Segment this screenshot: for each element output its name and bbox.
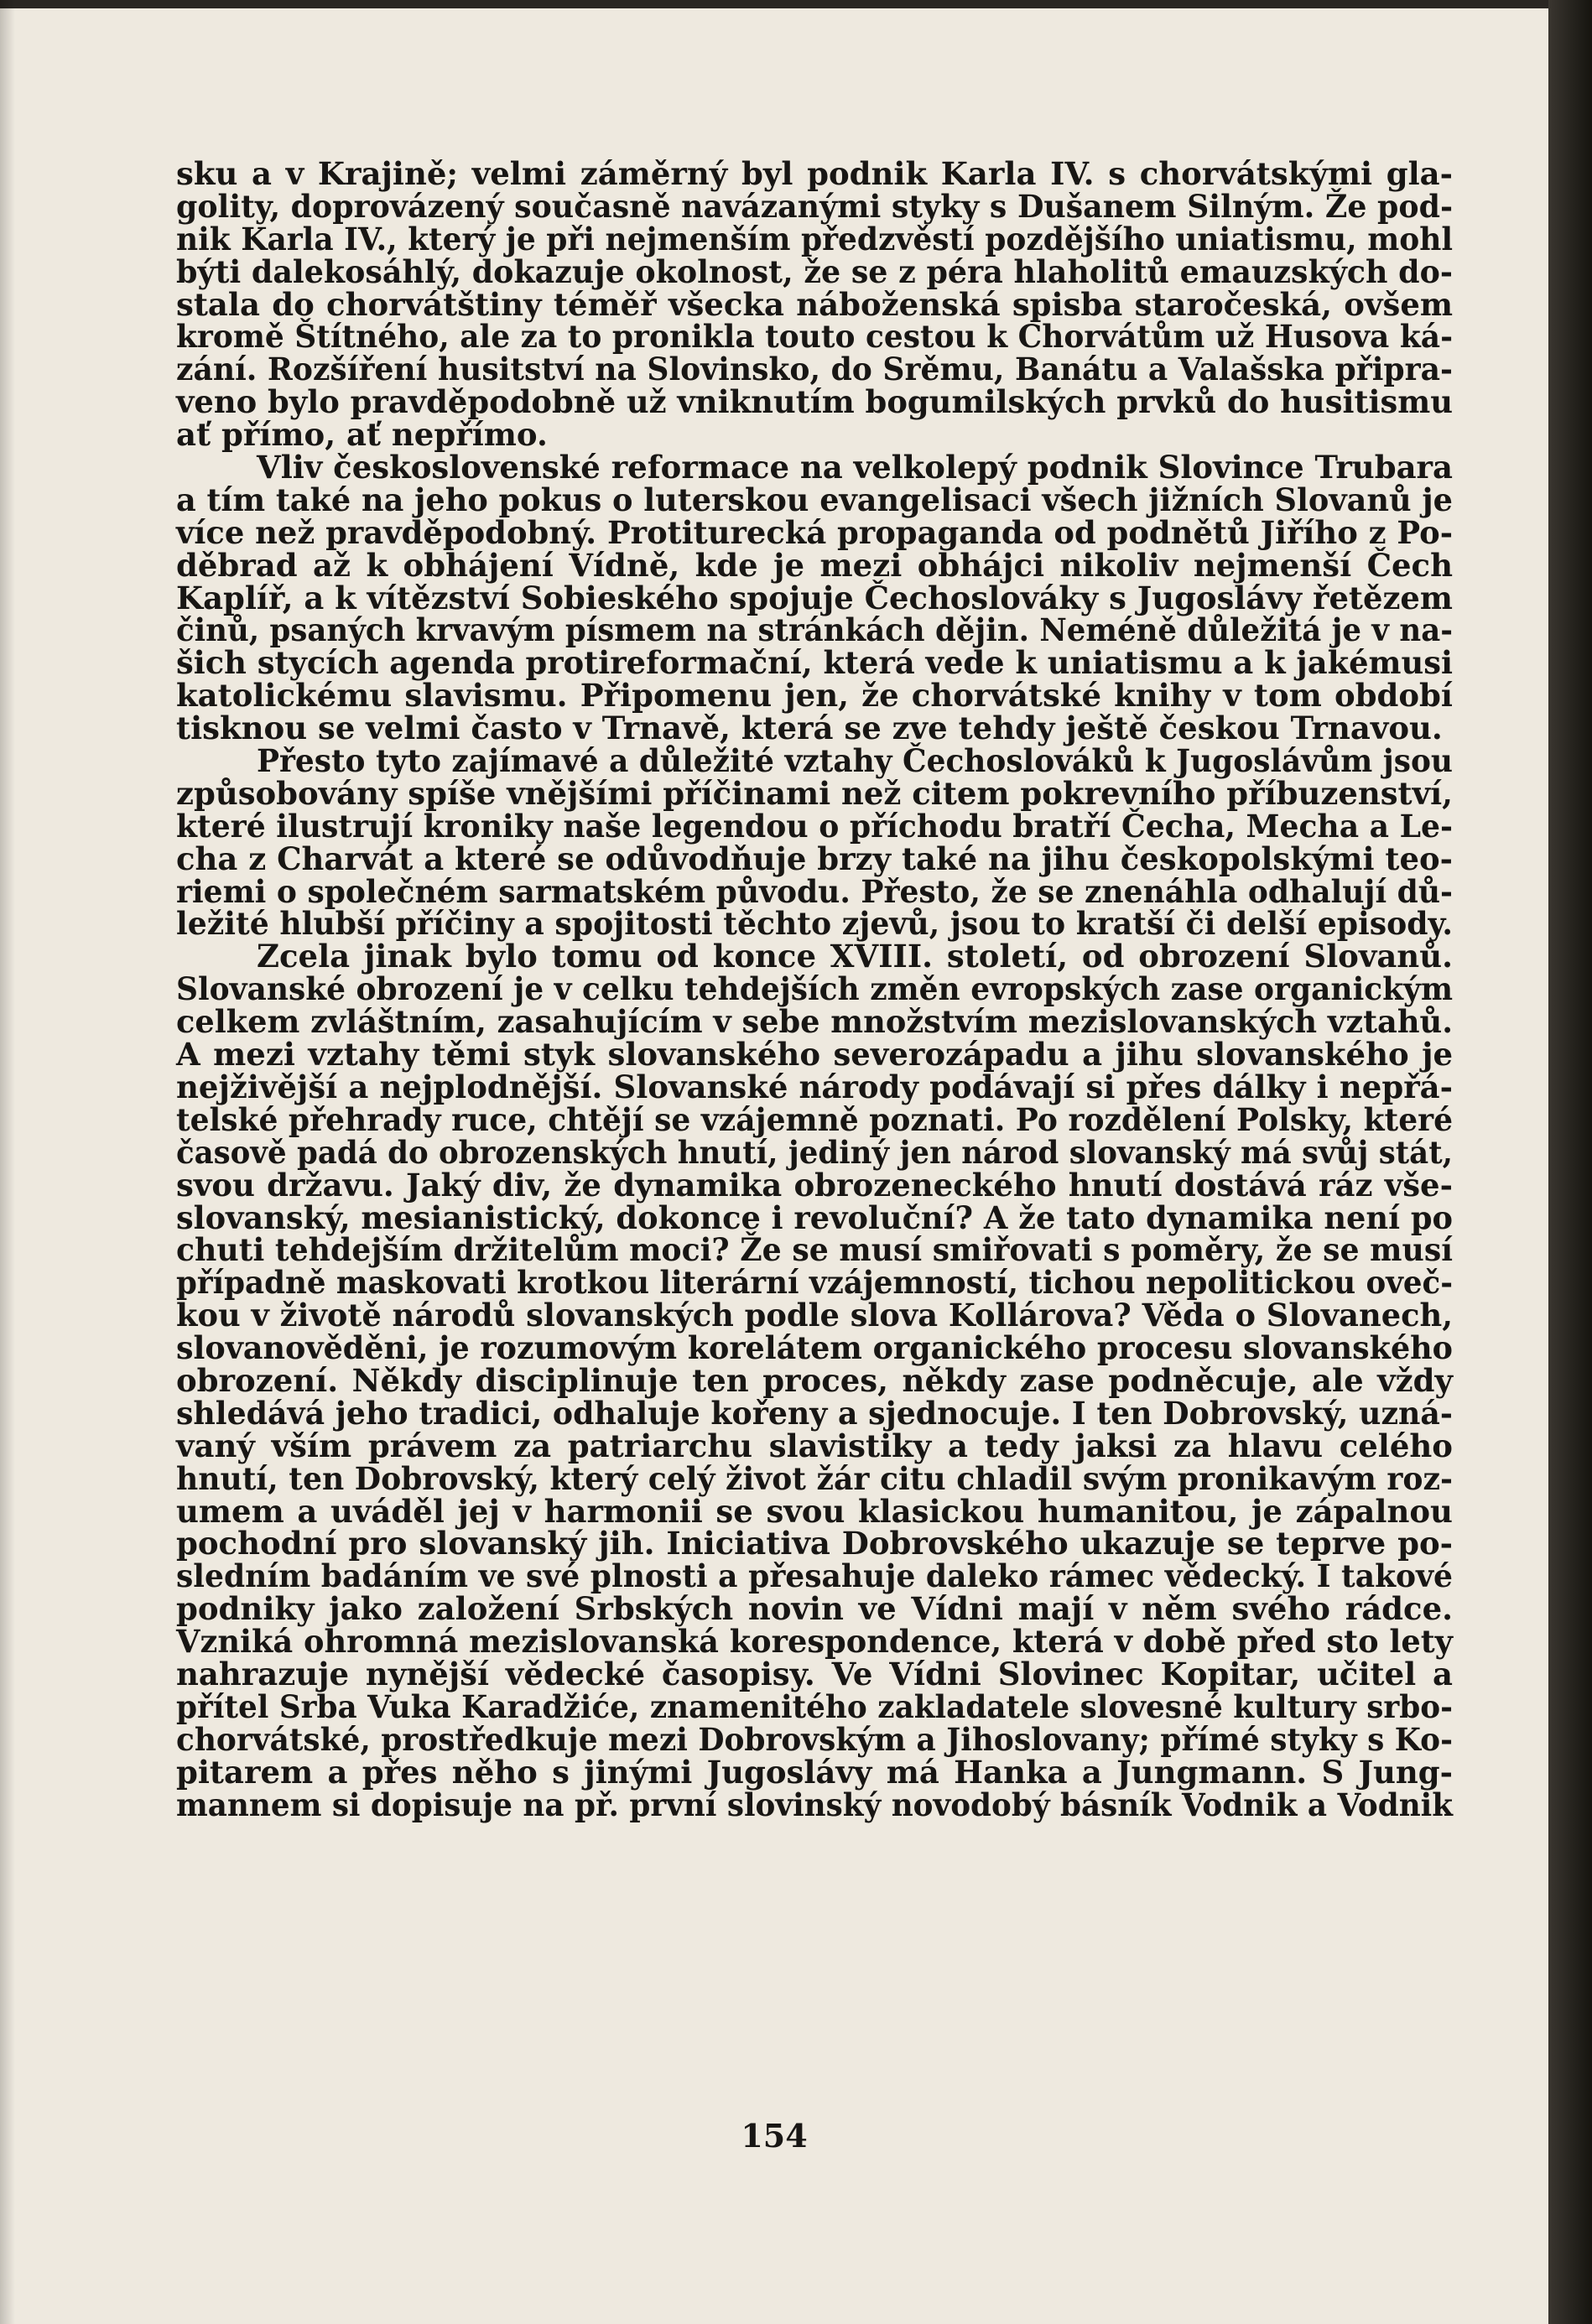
paragraph-first-line: Vliv československé reformace na velkolepý podnik Slovince Trubara xyxy=(257,449,1453,486)
text-line: nahrazuje nynější vědecké časopisy. Ve Vídni Slovinec Kopitar, učitel a xyxy=(176,1655,1454,1692)
text-line: zání. Rozšíření husitství na Slovinsko, do Srěmu, Banátu a Valašska připra- xyxy=(176,351,1453,388)
text-line: Kaplíř, a k vítězství Sobieského spojuje Čechoslováky s Jugoslávy řetězem xyxy=(176,579,1453,616)
text-line: případně maskovati krotkou literární vzájemností, tichou nepolitickou oveč- xyxy=(176,1264,1453,1302)
text-line: chorvátské, prostředkuje mezi Dobrovským a Jihoslovany; přímé styky s Ko- xyxy=(176,1720,1453,1758)
text-line: shledává jeho tradici, odhaluje kořeny a sjednocuje. I ten Dobrovský, uzná- xyxy=(176,1394,1453,1432)
text-line: kou v životě národů slovanských podle slova Kollárova? Věda o Slovanech, xyxy=(176,1297,1453,1334)
text-line: děbrad až k obhájení Vídně, kde je mezi obhájci nikoliv nejmenší Čech xyxy=(176,546,1453,584)
text-line: způsobovány spíše vnějšími příčinami než citem pokrevního příbuzenství, xyxy=(176,774,1453,812)
paragraph-first-line: Zcela jinak bylo tomu od konce XVIII. století, od obrození Slovanů. xyxy=(257,938,1453,975)
text-line: cha z Charvát a které se odůvodňuje brzy také na jihu českopolskými teo- xyxy=(176,840,1453,877)
text-line: kromě Štítného, ale za to pronikla touto cestou k Chorvátům už Husova ká- xyxy=(176,318,1453,356)
page-gutter-shadow xyxy=(0,0,15,2324)
text-line: činů, psaných krvavým písmem na stránkách dějin. Neméně důležitá je v na- xyxy=(176,611,1453,649)
text-line: katolickému slavismu. Připomenu jen, že chorvátské knihy v tom období xyxy=(176,677,1453,715)
text-line: veno bylo pravděpodobně už vniknutím bogumilských prvků do husitismu xyxy=(176,383,1453,421)
text-line: tisknou se velmi často v Trnavě, která se zve tehdy ještě českou Trnavou. xyxy=(176,710,1443,747)
text-line: pochodní pro slovanský jih. Iniciativa Dobrovského ukazuje se teprve po- xyxy=(176,1525,1454,1562)
next-page-edge xyxy=(1548,0,1592,2324)
text-line: sku a v Krajině; velmi záměrný byl podnik Karla IV. s chorvátskými gla- xyxy=(176,155,1454,192)
text-line: slovanský, mesianistický, dokonce i revoluční? A že tato dynamika není po xyxy=(176,1198,1453,1236)
text-line: přítel Srba Vuka Karadžiće, znamenitého zakladatele slovesné kultury srbo- xyxy=(176,1687,1453,1725)
text-line: více než pravděpodobný. Protiturecká propaganda od podnětů Jiřího z Po- xyxy=(176,513,1453,551)
text-line: nik Karla IV., který je při nejmenším předzvěstí pozdějšího uniatismu, mohl xyxy=(176,220,1453,257)
text-line: pitarem a přes něho s jinými Jugoslávy má Hanka a Jungmann. S Jung- xyxy=(176,1753,1454,1791)
text-line: ležité hlubší příčiny a spojitosti těchto zjevů, jsou to kratší či delší episody. xyxy=(176,905,1453,943)
text-line: chuti tehdejším držitelům moci? Že se musí smiřovati s poměry, že se musí xyxy=(176,1231,1453,1269)
text-line: nejživější a nejplodnější. Slovanské národy podávají si přes dálky i nepřá- xyxy=(176,1068,1454,1105)
text-line: umem a uváděl jej v harmonii se svou klasickou humanitou, je zápalnou xyxy=(176,1492,1453,1530)
text-line: sledním badáním ve své plnosti a přesahuje daleko rámec vědecký. I takové xyxy=(176,1557,1453,1595)
text-line: celkem zvláštním, zasahujícím v sebe množstvím mezislovanských vztahů. xyxy=(176,1003,1453,1041)
text-line: vaný vším právem za patriarchu slavistiky a tedy jaksi za hlavu celého xyxy=(176,1427,1453,1464)
text-line: a tím také na jeho pokus o luterskou evangelisaci všech jižních Slovanů je xyxy=(176,481,1453,518)
text-line: ať přímo, ať nepřímo. xyxy=(176,416,548,454)
text-line: stala do chorvátštiny téměř všecka náboženská spisba staročeská, ovšem xyxy=(176,285,1454,323)
text-line: býti dalekosáhlý, dokazuje okolnost, že se z péra hlaholitů emauzských do- xyxy=(176,252,1453,290)
text-line: Vzniká ohromná mezislovanská korespondence, která v době před sto lety xyxy=(176,1623,1453,1661)
text-line: šich stycích agenda protireformační, která vede k uniatismu a k jakémusi xyxy=(176,644,1453,682)
text-line: riemi o společném sarmatském původu. Přesto, že se znenáhla odhalují dů- xyxy=(176,872,1453,910)
body-text xyxy=(176,155,1454,1823)
text-line: svou državu. Jaký div, že dynamika obrozeneckého hnutí dostává ráz vše- xyxy=(176,1166,1453,1204)
text-line: hnutí, ten Dobrovský, který celý život žár citu chladil svým pronikavým roz- xyxy=(176,1459,1453,1497)
text-line: podniky jako založení Srbských novin ve Vídni mají v něm svého rádce. xyxy=(176,1590,1454,1628)
text-line: golity, doprovázený současně navázanými styky s Dušanem Silným. Že pod- xyxy=(176,187,1453,225)
text-line: obrození. Někdy disciplinuje ten proces, někdy zase podněcuje, ale vždy xyxy=(176,1361,1454,1399)
text-line: časově padá do obrozenských hnutí, jediný jen národ slovanský má svůj stát, xyxy=(176,1133,1453,1171)
text-line: mannem si dopisuje na př. první slovinský novodobý básník Vodnik a Vodnik xyxy=(176,1786,1453,1823)
text-line: Slovanské obrození je v celku tehdejších změn evropských zase organickým xyxy=(176,970,1453,1008)
page-top-edge xyxy=(0,0,1548,8)
paragraph-first-line: Přesto tyto zajímavé a důležité vztahy Čechoslováků k Jugoslávům jsou xyxy=(257,742,1453,780)
text-line: slovanověděni, je rozumovým korelátem organického procesu slovanského xyxy=(176,1329,1453,1367)
text-line: telské přehrady ruce, chtějí se vzájemně poznati. Po rozdělení Polsky, které xyxy=(176,1100,1453,1138)
text-line: které ilustrují kroniky naše legendou o příchodu bratří Čecha, Mecha a Le- xyxy=(176,807,1453,845)
page-number: 154 xyxy=(741,2117,808,2155)
text-line: A mezi vztahy těmi styk slovanského severozápadu a jihu slovanského je xyxy=(176,1036,1454,1074)
